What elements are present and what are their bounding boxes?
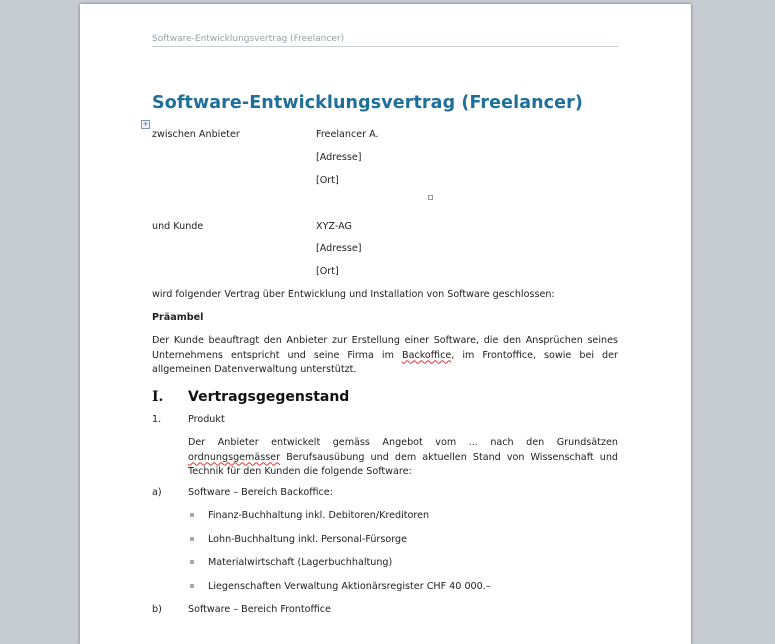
- bullet-icon: [190, 537, 194, 541]
- preamble-heading[interactable]: Präambel: [152, 312, 204, 323]
- section-title[interactable]: Vertragsgegenstand: [188, 389, 350, 405]
- running-header: Software-Entwicklungsvertrag (Freelancer): [152, 34, 345, 44]
- intro-line[interactable]: wird folgender Vertrag über Entwicklung und Installation von Software geschlossen:: [152, 289, 555, 300]
- party-label-customer[interactable]: und Kunde: [152, 221, 204, 232]
- item-text-c: Berufsausübung und dem aktuellen Stand von Wissenschaft und Technik für den Kunden die folgende Software:: [188, 451, 618, 478]
- bullet-icon: [190, 560, 194, 564]
- party-address-customer[interactable]: [Adresse]: [316, 243, 362, 254]
- party-city-provider[interactable]: [Ort]: [316, 175, 339, 186]
- bullet-icon: [190, 513, 194, 517]
- preamble-paragraph[interactable]: [152, 334, 618, 378]
- bullet-item[interactable]: Liegenschaften Verwaltung Aktionärsregister CHF 40 000.–: [208, 581, 491, 592]
- sub-item-text-a[interactable]: Software – Bereich Backoffice:: [188, 487, 333, 498]
- party-address-provider[interactable]: [Adresse]: [316, 152, 362, 163]
- header-divider: [152, 46, 618, 47]
- party-name-provider[interactable]: Freelancer A.: [316, 129, 379, 140]
- item-paragraph[interactable]: [188, 436, 618, 480]
- sub-item-text-b[interactable]: Software – Bereich Frontoffice: [188, 604, 331, 615]
- party-label-provider[interactable]: zwischen Anbieter: [152, 129, 240, 140]
- sub-item-label-b[interactable]: b): [152, 604, 162, 615]
- document-title[interactable]: Software-Entwicklungsvertrag (Freelancer): [152, 93, 583, 113]
- preamble-text-a: Der Kunde beauftragt den Anbieter zur Erstellung einer Software, die den Ansprüchen seines Unternehmens entspricht und seine Firma im: [152, 335, 618, 361]
- spelling-flag-backoffice[interactable]: Backoffice: [401, 349, 452, 361]
- item-number[interactable]: 1.: [152, 414, 162, 425]
- party-name-customer[interactable]: XYZ-AG: [316, 221, 352, 232]
- bullet-icon: [190, 584, 194, 588]
- cell-end-marker: [428, 195, 433, 200]
- section-number[interactable]: I.: [152, 389, 164, 405]
- bullet-item[interactable]: Lohn-Buchhaltung inkl. Personal-Fürsorge: [208, 534, 407, 545]
- preamble-text-c: , im Frontoffice, sowie bei der allgemeinen Datenverwaltung unterstützt.: [152, 349, 618, 376]
- move-table-icon[interactable]: +: [142, 120, 149, 128]
- spelling-flag-ordnungsgemaesser[interactable]: ordnungsgemässer: [188, 451, 281, 463]
- party-city-customer[interactable]: [Ort]: [316, 266, 339, 277]
- bullet-item[interactable]: Finanz-Buchhaltung inkl. Debitoren/Kreditoren: [208, 510, 430, 521]
- document-page[interactable]: [80, 4, 691, 644]
- item-text-a: Der Anbieter entwickelt gemäss Angebot vom ... nach den Grundsätzen: [188, 437, 618, 448]
- sub-item-label-a[interactable]: a): [152, 487, 162, 498]
- item-label[interactable]: Produkt: [188, 414, 225, 425]
- bullet-item[interactable]: Materialwirtschaft (Lagerbuchhaltung): [208, 557, 393, 568]
